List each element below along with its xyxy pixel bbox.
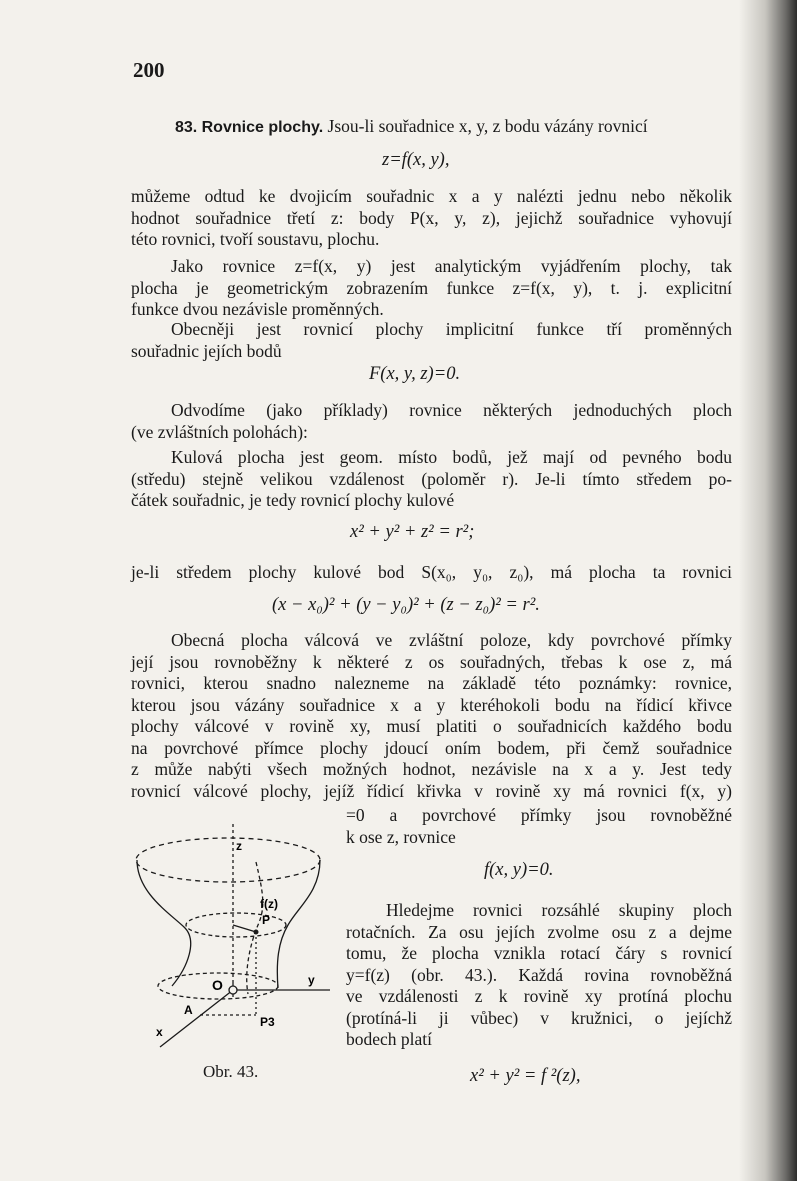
paragraph-4-line: (ve zvláštních polohách): [131,421,308,442]
paragraph-7-line: rovnici, kterou snadno nalezneme na základě této poznámky: rovnice, [131,673,732,693]
paragraph-7-line: rovnicí válcové plochy, jejíž řídicí křivka v rovině xy má rovnici f(x, y) [131,780,732,801]
paragraph-4-line: Odvodíme (jako příklady) rovnice některých jednoduchých ploch [171,400,732,420]
paragraph-7 [131,630,732,802]
paragraph-3 [131,319,732,362]
point-p [254,930,259,935]
paragraph-7-line: na povrchové přímce plochy jdoucí oním bodem, při čemž souřadnice [131,737,732,758]
paragraph-7-line: Obecná plocha válcová ve zvláštní poloze, kdy povrchové přímky [171,630,732,650]
paragraph-2-line: funkce dvou nezávisle proměnných. [131,299,384,319]
page-number: 200 [133,58,165,82]
equation-1: z=f(x, y), [382,150,450,170]
page-edge-shadow [739,0,797,1181]
right-profile [277,860,320,988]
label-p: P [262,913,271,927]
equation-4: (x − x₀)² + (y − y₀)² + (z − z₀)² = r². [272,595,540,615]
radius-line [233,925,256,932]
label-o: O [212,977,223,993]
paragraph-8 [346,900,732,1051]
paragraph-7-line: její jsou rovnoběžny k některé z os souřadných, třebas k ose z, má [131,651,732,672]
section-heading [131,116,732,139]
paragraph-5-line: čátek souřadnic, je tedy rovnicí plochy kulové [131,490,455,510]
paragraph-7-line: kterou jsou vázány souřadnice x a y kteréhokoli bodu na řídicí křivce [131,694,732,715]
section-title: Rovnice plochy. [201,119,324,136]
paragraph-7-cont-line: =0 a povrchové přímky jsou rovnoběžné [346,805,732,825]
label-p3: P3 [260,1015,275,1029]
paragraph-6-line: je-li středem plochy kulové bod S(x₀, y₀, z₀), má plocha ta rovnici [131,562,732,582]
paragraph-7-line: z může nabýti všech možných hodnot, nezávisle na x a y. Jest tedy [131,759,732,779]
paragraph-8-line: bodech platí [346,1029,433,1049]
paragraph-1-line: této rovnici, tvoří soustavu, plochu. [131,229,380,249]
paragraph-2-line: plocha je geometrickým zobrazením funkce z=f(x, y), t. j. explicitní [131,277,732,298]
paragraph-8-line: Hledejme rovnici rozsáhlé skupiny ploch [386,900,732,920]
paragraph-8-line: y=f(z) (obr. 43.). Každá rovina rovnoběžná [346,964,732,985]
paragraph-1 [131,186,732,251]
label-y: y [308,973,315,987]
paragraph-5-line: (středu) stejně velikou vzdálenost (poloměr r). Je-li tímto středem po- [131,468,732,489]
paragraph-4 [131,400,732,443]
equation-2: F(x, y, z)=0. [369,364,461,384]
paragraph-1-line: hodnot souřadnice třetí z: body P(x, y, z), jejichž souřadnice vyhovují [131,207,732,228]
equation-6: x² + y² = f ²(z), [470,1066,581,1086]
paragraph-8-line: ve vzdálenosti z k rovině xy protíná plochu [346,986,732,1006]
paragraph-3-line: souřadnic jejích bodů [131,340,282,361]
label-z: z [236,839,242,853]
label-fz: f(z) [260,897,278,911]
equation-3: x² + y² + z² = r²; [350,522,475,542]
paragraph-7-cont-line: k ose z, rovnice [346,826,456,847]
paragraph-5-line: Kulová plocha jest geom. místo bodů, jež mají od pevného bodu [171,447,732,467]
paragraph-2-line: Jako rovnice z=f(x, y) jest analytickým vyjádřením plochy, tak [171,256,732,276]
origin-point [229,986,237,994]
paragraph-7-line: plochy válcové v rovině xy, musí platiti o souřadnicích každého bodu [131,716,732,736]
equation-5: f(x, y)=0. [484,860,554,880]
paragraph-7-continued [346,805,732,848]
paragraph-2 [131,256,732,321]
paragraph-1-line: můžeme odtud ke dvojicím souřadnic x a y nalézti jednu nebo několik [131,186,732,206]
label-a: A [184,1003,193,1017]
paragraph-8-line: tomu, že plocha vznikla rotací čáry s rovnicí [346,943,732,963]
left-profile [137,860,191,986]
paragraph-3-line: Obecněji jest rovnicí plochy implicitní funkce tří proměnných [171,319,732,339]
paragraph-5 [131,447,732,512]
section-intro: Jsou-li souřadnice x, y, z bodu vázány rovnicí [327,116,648,136]
figure-rotation-surface [128,822,338,1062]
figure-caption: Obr. 43. [203,1062,259,1081]
paragraph-6 [131,562,732,584]
label-x: x [156,1025,163,1039]
paragraph-8-line: rotačních. Za osu jejích zvolme osu z a dejme [346,921,732,942]
top-ellipse [136,838,320,882]
paragraph-8-line: (protíná-li ji vůbec) v kružnici, o jejíchž [346,1007,732,1028]
section-number: 83. [175,119,198,136]
middle-ellipse [186,913,286,937]
